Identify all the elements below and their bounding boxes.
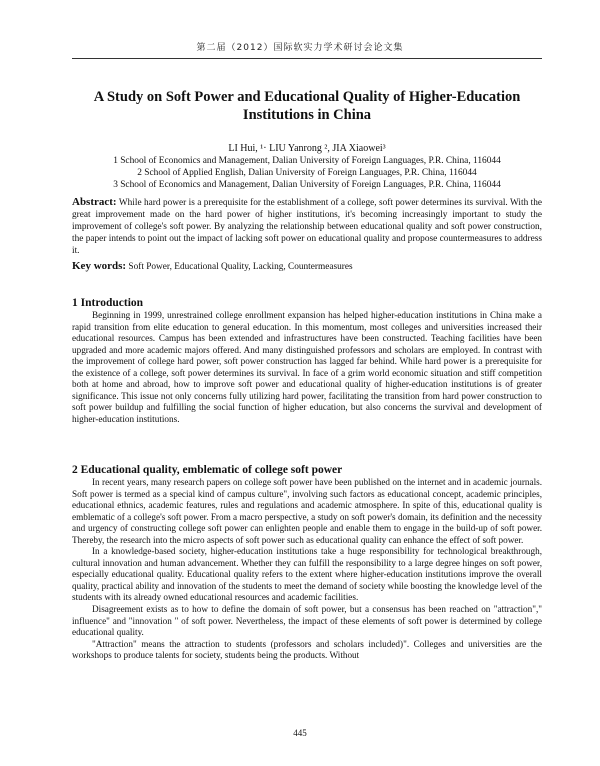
- section-introduction: [72, 310, 542, 425]
- paragraph: Disagreement exists as to how to define the domain of soft power, but a consensus has been reached on "attraction"," influence" and "innovation " of soft power. Nevertheless, the impact of these elements of soft power is determined by college educational quality.: [72, 604, 542, 638]
- section-heading-educational-quality: 2 Educational quality, emblematic of college soft power: [72, 464, 343, 476]
- author-names: LI Hui, ¹· LIU Yanrong ², JIA Xiaowei³: [228, 143, 386, 154]
- paragraph: In a knowledge-based society, higher-education institutions take a huge responsibility for technological breakthrough, cultural innovation and human advancement. Whether they can fulfill the responsibility to a large degree hinges on soft power, especially educational quality. Educational quality refers to the extent where higher-education institutions improve the overall quality, practical ability and innovation of the students to meet the demand of society while boosting the knowledge level of the students with its already owned educational resources and academic facilities.: [72, 546, 542, 603]
- running-header: 第二届（2012）国际软实力学术研讨会论文集: [196, 43, 404, 53]
- affiliation-3: 3 School of Economics and Management, Dalian University of Foreign Languages, P.R. China, 116044: [113, 180, 501, 190]
- keywords: [72, 260, 542, 273]
- paragraph: "Attraction" means the attraction to students (professors and scholars included)". Colleges and universities are the workshops to produce talents for society, students being the products. Without: [72, 638, 542, 661]
- abstract-text: While hard power is a prerequisite for the establishment of a college, soft power determines its survival. With the great improvement made on the hard power of higher institutions, it's becoming increasingly important to study the improvement of college's soft power. By analyzing the relationship between educational quality and soft power construction, the paper intends to point out the impact of lacking soft power on educational quality and propose countermeasures to address it.: [72, 198, 543, 257]
- affiliation-2: 2 School of Applied English, Dalian University of Foreign Languages, P.R. China, 116044: [137, 168, 477, 178]
- author-block: [72, 142, 542, 191]
- keywords-label: Key words:: [72, 260, 127, 272]
- affiliation-1: 1 School of Economics and Management, Dalian University of Foreign Languages, P.R. China, 116044: [113, 156, 501, 166]
- header-rule: [72, 58, 542, 59]
- abstract: [72, 196, 542, 257]
- page-number: 445: [293, 728, 307, 738]
- paragraph: Beginning in 1999, unrestrained college enrollment expansion has helped higher-education institutions in China make a rapid transition from elite education to general education. In this momentum, most colleges and universities increased their educational resources. Campus has been extended and infrastructures have been constructed. Teaching facilities have been upgraded and more academic majors offered. And many distinguished professors and scholars are employed. In contrast with the improvement of college hard power, soft power construction has lagged far behind. While hard power is a prerequisite for the existence of a college, soft power determines its survival. In face of a grim world economic situation and stiff competition both at home and abroad, how to improve soft power and educational quality of higher-education institutions is of greater significance. This issue not only concerns fully utilizing hard power, facilitating the transition from hard power construction to soft power buildup and fulfilling the social function of higher education, but also concerns the survival and development of higher-education institutions.: [72, 310, 542, 424]
- section-heading-introduction: 1 Introduction: [72, 297, 144, 309]
- paper-title: A Study on Soft Power and Educational Quality of Higher-Education Institutions in China: [93, 89, 521, 123]
- keywords-text: Soft Power, Educational Quality, Lacking, Countermeasures: [128, 262, 353, 272]
- abstract-label: Abstract:: [72, 196, 117, 208]
- paragraph: In recent years, many research papers on college soft power have been published on the internet and in academic journals. Soft power is termed as a special kind of campus culture", involving such factors as educational concept, academic principles, educational ethnics, academic features, rules and regulations and academic atmosphere. In spite of this, educational quality is emblematic of a college's soft power. From a macro perspective, a study on soft power's domain, its definition and the necessity and urgency of constructing college soft power can enlighten people and enable them to engage in the build-up of soft power. Thereby, the research into the micro aspects of soft power such as educational quality can enhance the effect of soft power.: [72, 477, 542, 545]
- section-educational-quality: [72, 477, 542, 662]
